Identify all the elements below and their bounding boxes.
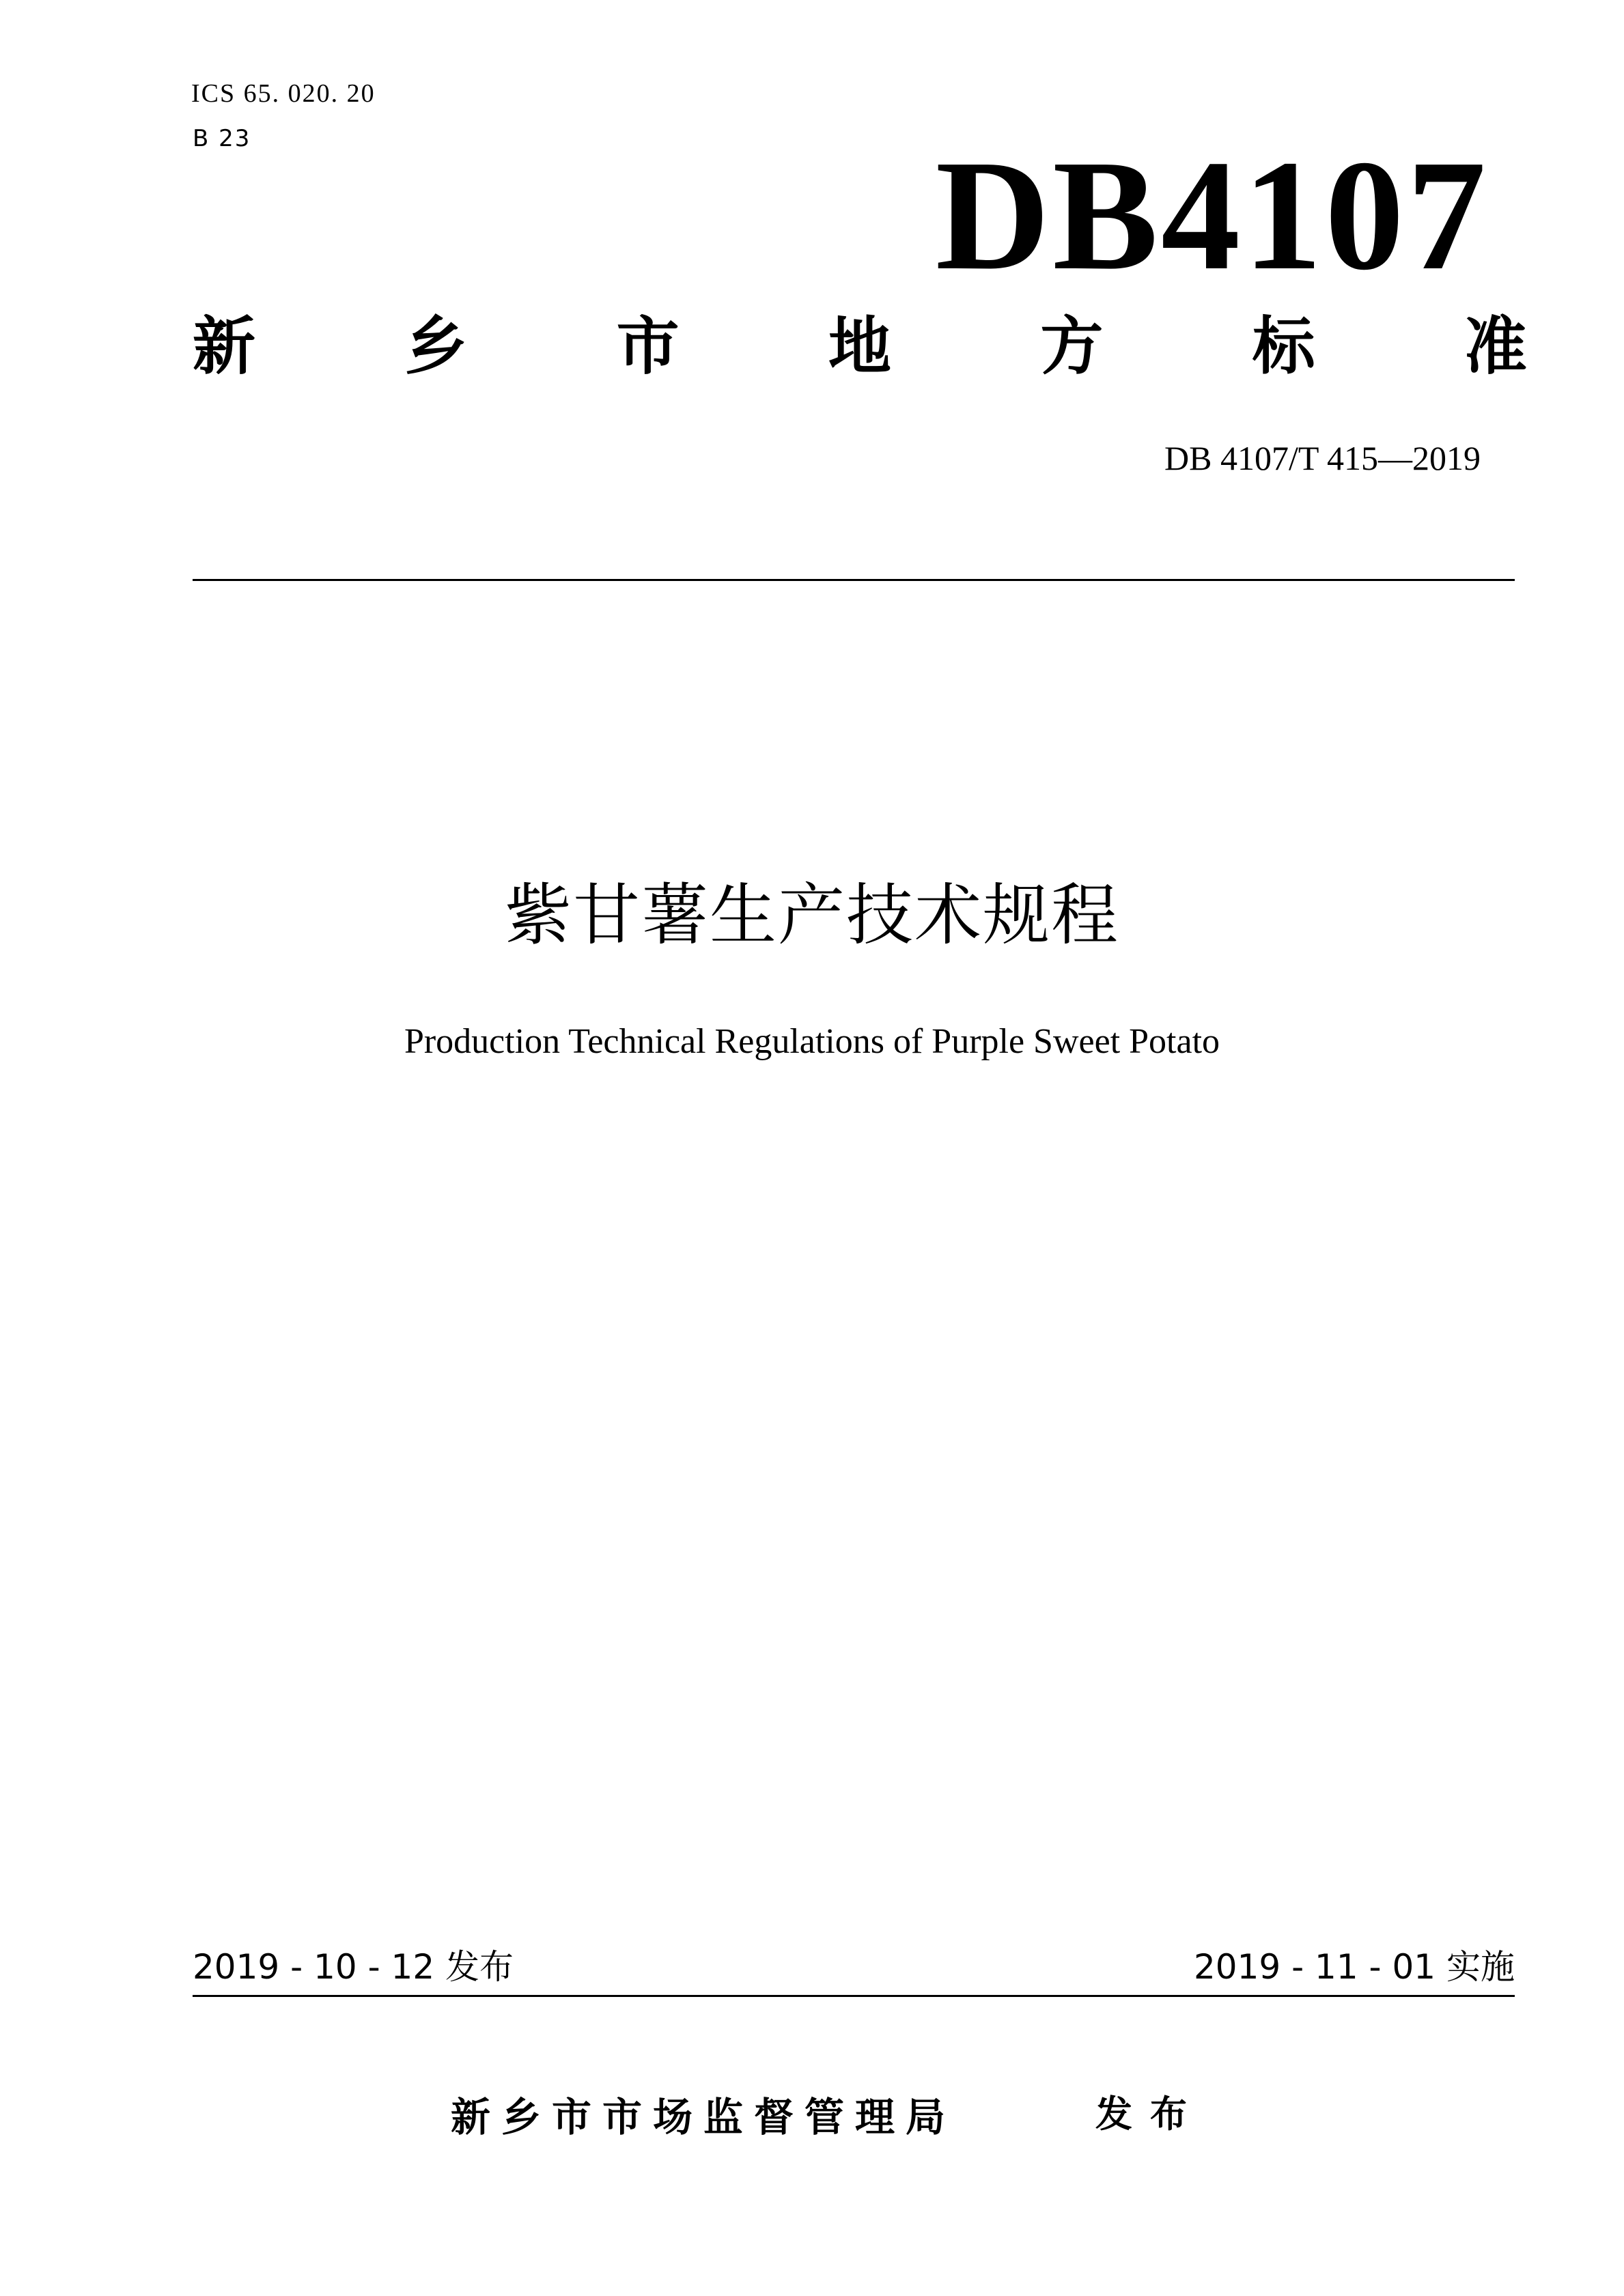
standard-type-char: 新	[193, 310, 256, 383]
standard-type-char: 地	[828, 310, 891, 383]
header-divider	[193, 579, 1515, 581]
standard-type-char: 方	[1040, 310, 1104, 383]
ics-code: ICS 65. 020. 20	[191, 79, 376, 108]
standard-type-char: 准	[1464, 310, 1527, 383]
standard-type-char: 乡	[404, 310, 468, 383]
standard-logo-code: DB4107	[935, 128, 1489, 303]
document-title-english: Production Technical Regulations of Purple Sweet Potato	[404, 1022, 1220, 1061]
issue-date: 2019 - 10 - 12 发布	[193, 1947, 514, 1987]
footer-divider	[193, 1995, 1515, 1997]
standard-type-char: 标	[1252, 310, 1315, 383]
publish-label: 发布	[1095, 2093, 1205, 2136]
ccs-code: B 23	[193, 125, 251, 152]
document-title-chinese: 紫甘薯生产技术规程	[504, 877, 1119, 954]
publisher-name: 新乡市市场监督管理局	[451, 2094, 957, 2140]
standard-number: DB 4107/T 415—2019	[1164, 439, 1481, 477]
standard-type-heading	[193, 310, 1527, 383]
implementation-date: 2019 - 11 - 01 实施	[1193, 1947, 1515, 1987]
standard-type-char: 市	[616, 310, 680, 383]
